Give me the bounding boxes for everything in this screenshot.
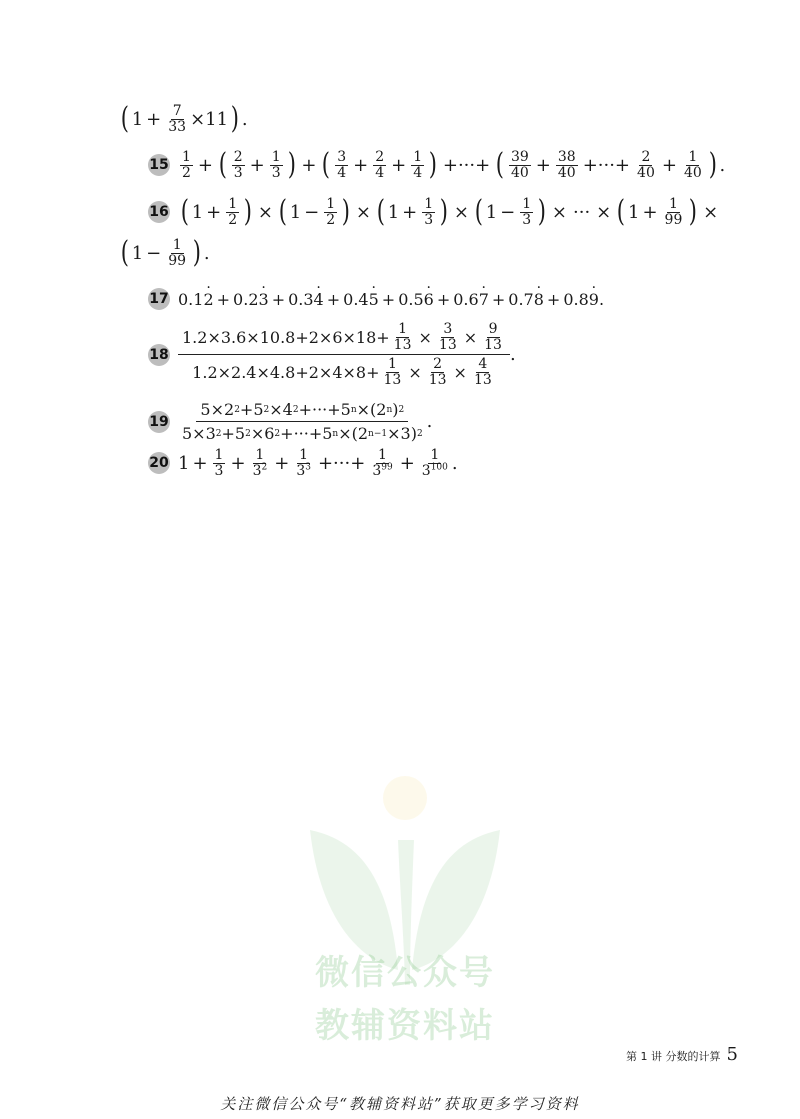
math-operator: + bbox=[436, 289, 451, 309]
numerator: 4 bbox=[478, 356, 488, 373]
denominator: 3 bbox=[424, 211, 434, 228]
compound-fraction bbox=[178, 322, 510, 388]
denominator: 40 bbox=[683, 164, 702, 181]
repeating-digit: · 7 bbox=[479, 290, 489, 309]
numerator: 2 bbox=[641, 149, 651, 165]
math-operator: + bbox=[391, 154, 407, 176]
fraction bbox=[635, 150, 657, 180]
denominator: 4 bbox=[413, 164, 423, 181]
math-text: 1.2×3.6×10.8+2×6×18+ bbox=[182, 327, 390, 347]
repeating-digit: · 8 bbox=[534, 290, 544, 309]
numerator: 7 bbox=[172, 103, 182, 119]
math-text: 5×2 bbox=[200, 400, 235, 419]
math-operator: + bbox=[326, 289, 341, 309]
denominator: 99 bbox=[168, 252, 187, 269]
paren: ( bbox=[322, 147, 331, 183]
math-operator: × bbox=[355, 201, 371, 223]
problem-number-badge: 16 bbox=[148, 201, 170, 223]
denominator: 40 bbox=[510, 164, 529, 181]
math-text: 1 bbox=[178, 452, 190, 474]
math-operator: + bbox=[399, 452, 415, 474]
denominator: 40 bbox=[557, 164, 576, 181]
paren: ) bbox=[341, 194, 351, 230]
math-operator: + bbox=[353, 154, 369, 176]
fraction bbox=[420, 448, 450, 478]
numerator: 39 bbox=[510, 149, 529, 165]
numerator: 3 bbox=[443, 321, 453, 337]
math-operator: + bbox=[535, 154, 551, 176]
paren: ( bbox=[278, 194, 287, 230]
paren: ( bbox=[120, 235, 129, 271]
math-operator: + bbox=[661, 154, 677, 176]
numerator: 1 bbox=[522, 196, 532, 212]
numerator: 1 bbox=[413, 149, 423, 165]
fraction bbox=[294, 448, 313, 478]
exponent: 99 bbox=[381, 462, 393, 473]
repeating-digit: · 2 bbox=[203, 290, 213, 309]
paren: ) bbox=[243, 194, 253, 230]
denominator: 13 bbox=[428, 372, 447, 389]
math-text: . bbox=[509, 344, 516, 366]
paren: ) bbox=[287, 147, 296, 183]
paren: ( bbox=[617, 194, 626, 230]
math-text: ×6 bbox=[250, 424, 275, 443]
decimal-part: 0.5 bbox=[398, 289, 424, 309]
paren: ( bbox=[120, 101, 129, 137]
paren: ) bbox=[439, 194, 449, 230]
math-operator: + bbox=[381, 289, 396, 309]
denominator: 13 bbox=[484, 336, 502, 353]
base: 3 bbox=[296, 462, 306, 479]
decimal-part: 0.8 bbox=[563, 289, 589, 309]
fraction bbox=[270, 150, 283, 180]
math-text: +5 bbox=[221, 424, 246, 443]
chapter-label: 第 1 讲 分数的计算 bbox=[626, 1050, 721, 1063]
math-operator: + bbox=[206, 201, 222, 223]
compound-numerator bbox=[178, 322, 510, 355]
decimal-part: 0.4 bbox=[343, 289, 369, 309]
math-operator: + bbox=[249, 154, 265, 176]
fraction bbox=[373, 150, 386, 180]
denominator: 13 bbox=[393, 336, 412, 353]
math-operator: + bbox=[642, 201, 658, 223]
math-text: +···+5 bbox=[280, 424, 333, 443]
math-operator: + bbox=[230, 452, 246, 474]
numerator: 1 bbox=[172, 237, 182, 253]
math-text: . bbox=[203, 242, 210, 264]
denominator: 2 bbox=[228, 211, 238, 228]
math-operator: − bbox=[304, 201, 320, 223]
denominator: 2 bbox=[326, 211, 336, 228]
math-text: 1 bbox=[387, 201, 400, 223]
decimal-part: 0.6 bbox=[453, 289, 479, 309]
math-operator: ··· bbox=[573, 201, 591, 223]
fraction bbox=[556, 150, 578, 180]
numerator: 1 bbox=[255, 447, 265, 463]
problem-number-badge: 18 bbox=[148, 344, 170, 366]
paren: ) bbox=[230, 101, 240, 137]
denominator bbox=[420, 464, 450, 479]
fraction bbox=[392, 322, 414, 352]
fraction bbox=[422, 197, 435, 227]
denominator bbox=[251, 464, 270, 479]
math-operator: × bbox=[463, 327, 478, 347]
problem-16-continuation bbox=[118, 235, 210, 271]
math-operator: + bbox=[301, 154, 317, 176]
fraction bbox=[482, 322, 504, 352]
continuation-line bbox=[118, 101, 248, 137]
numerator: 1 bbox=[271, 149, 281, 165]
numerator: 1 bbox=[668, 196, 678, 212]
paren: ) bbox=[689, 194, 698, 230]
paren: ( bbox=[474, 194, 483, 230]
math-text: 5×3 bbox=[182, 424, 216, 443]
problem-number-badge: 15 bbox=[148, 154, 170, 176]
fraction bbox=[180, 150, 193, 180]
math-text: +···+5 bbox=[298, 400, 351, 419]
math-operator: +···+ bbox=[582, 154, 631, 176]
base: 3 bbox=[252, 462, 262, 479]
paren: ) bbox=[192, 235, 202, 271]
fraction bbox=[663, 197, 685, 227]
numerator: 3 bbox=[337, 149, 347, 165]
denominator bbox=[294, 464, 313, 479]
math-text: ×3) bbox=[387, 424, 417, 443]
fraction bbox=[509, 150, 531, 180]
fraction bbox=[437, 322, 459, 352]
paren: ( bbox=[180, 194, 189, 230]
compound-denominator bbox=[188, 355, 500, 387]
math-text: 1 bbox=[191, 201, 204, 223]
numerator: 2 bbox=[233, 149, 243, 165]
watermark-text: 微信公众号 bbox=[315, 953, 495, 993]
math-operator: × bbox=[453, 201, 469, 223]
numerator: 1 bbox=[378, 447, 387, 463]
math-operator: + bbox=[271, 289, 286, 309]
fraction bbox=[520, 197, 533, 227]
page-number: 5 bbox=[726, 1044, 738, 1065]
math-operator: + bbox=[274, 452, 290, 474]
numerator: 1 bbox=[182, 149, 191, 165]
denominator: 99 bbox=[664, 211, 683, 228]
denominator bbox=[370, 464, 394, 479]
paren: ) bbox=[708, 147, 717, 183]
numerator: 1 bbox=[299, 447, 309, 463]
fraction bbox=[370, 448, 394, 478]
exponent: 3 bbox=[305, 462, 311, 473]
numerator: 1 bbox=[228, 196, 238, 212]
fraction bbox=[381, 357, 403, 387]
math-operator: − bbox=[146, 242, 162, 264]
repeating-digit: · 9 bbox=[589, 290, 599, 309]
math-operator: + bbox=[197, 154, 214, 176]
math-text: . bbox=[451, 452, 458, 474]
decimal-part: 0.7 bbox=[508, 289, 534, 309]
base: 3 bbox=[421, 462, 431, 479]
math-operator: − bbox=[500, 201, 516, 223]
base: 3 bbox=[372, 462, 382, 479]
repeating-digit: · 5 bbox=[369, 290, 379, 309]
denominator: 13 bbox=[383, 372, 402, 389]
fraction bbox=[213, 448, 226, 478]
fraction bbox=[411, 150, 424, 180]
page-footer bbox=[626, 1044, 738, 1065]
fraction bbox=[427, 357, 449, 387]
numerator: 1 bbox=[398, 321, 408, 337]
numerator: 2 bbox=[375, 149, 385, 165]
numerator: 1 bbox=[424, 196, 434, 212]
numerator: 1 bbox=[214, 447, 224, 463]
decimal-part: 0.3 bbox=[288, 289, 314, 309]
denominator: 13 bbox=[438, 336, 457, 353]
math-operator: + bbox=[146, 108, 162, 130]
denominator: 3 bbox=[271, 164, 281, 181]
math-text: . bbox=[241, 108, 248, 130]
math-operator: +···+ bbox=[442, 154, 491, 176]
denominator: 2 bbox=[182, 164, 191, 181]
numerator: 1 bbox=[688, 149, 698, 165]
math-operator: + bbox=[491, 289, 506, 309]
denominator: 40 bbox=[637, 164, 655, 181]
repeating-digit: · 4 bbox=[314, 290, 324, 309]
fraction bbox=[682, 150, 704, 180]
math-text: ×4 bbox=[269, 400, 293, 419]
fraction bbox=[472, 357, 494, 387]
denominator: 3 bbox=[233, 164, 243, 181]
problem-17 bbox=[148, 288, 604, 310]
math-text: ×11 bbox=[190, 108, 229, 130]
compound-numerator: 5×2 2 +5 2 ×4 2 +···+5 n ×(2 n ) 2 bbox=[196, 400, 408, 422]
math-text: ) bbox=[392, 400, 399, 419]
compound-denominator: 5×3 2 +5 2 ×6 2 +···+5 n ×(2 n−1 ×3) 2 bbox=[182, 424, 423, 443]
math-operator: × bbox=[453, 363, 467, 383]
fraction bbox=[232, 150, 245, 180]
problem-20 bbox=[148, 448, 458, 478]
numerator: 1 bbox=[326, 196, 336, 212]
math-operator: × bbox=[551, 201, 567, 223]
problem-16 bbox=[148, 194, 721, 230]
math-text: 1 bbox=[627, 201, 640, 223]
watermark-text: 教辅资料站 bbox=[315, 1006, 495, 1046]
denominator: 33 bbox=[168, 118, 187, 135]
math-operator: + bbox=[216, 289, 231, 309]
numerator: 2 bbox=[433, 356, 443, 373]
math-text: . bbox=[426, 411, 433, 432]
denominator: 3 bbox=[214, 462, 224, 479]
fraction bbox=[226, 197, 239, 227]
paren: ) bbox=[537, 194, 547, 230]
decimal-part: 0.2 bbox=[233, 289, 259, 309]
math-text: ×(2 bbox=[356, 400, 387, 419]
problem-18 bbox=[148, 322, 516, 388]
problem-number-badge: 17 bbox=[148, 288, 170, 310]
denominator: 4 bbox=[375, 164, 385, 181]
paren: ( bbox=[376, 194, 385, 230]
math-operator: + bbox=[192, 452, 208, 474]
decimal-part: 0.1 bbox=[178, 289, 204, 309]
fraction bbox=[335, 150, 348, 180]
fraction bbox=[166, 104, 188, 134]
compound-fraction bbox=[178, 400, 427, 443]
fraction bbox=[166, 238, 188, 268]
problem-number-badge: 19 bbox=[148, 411, 170, 433]
denominator: 3 bbox=[522, 211, 532, 228]
math-operator: + bbox=[546, 289, 561, 309]
math-operator: × bbox=[596, 201, 612, 223]
repeating-digit: · 6 bbox=[424, 290, 434, 309]
paren: ) bbox=[428, 147, 438, 183]
math-text: +5 bbox=[239, 400, 264, 419]
problem-number-badge: 20 bbox=[148, 452, 170, 474]
paren: ( bbox=[218, 147, 227, 183]
fraction bbox=[324, 197, 337, 227]
fraction bbox=[251, 448, 270, 478]
math-operator: +···+ bbox=[317, 452, 366, 474]
math-text: . bbox=[719, 154, 726, 176]
math-text: 1.2×2.4×4.8+2×4×8+ bbox=[192, 363, 380, 383]
math-text: 1 bbox=[289, 201, 302, 223]
promo-note: 关注微信公众号“教辅资料站”获取更多学习资料 bbox=[220, 1095, 580, 1113]
math-text: 1 bbox=[485, 201, 498, 223]
problem-15 bbox=[148, 147, 726, 183]
math-text: 1 bbox=[131, 242, 144, 264]
exponent: 100 bbox=[430, 462, 448, 473]
math-operator: × bbox=[703, 201, 719, 223]
math-operator: × bbox=[257, 201, 273, 223]
math-text: ×(2 bbox=[338, 424, 369, 443]
paren: ( bbox=[495, 147, 505, 183]
math-operator: + bbox=[402, 201, 418, 223]
math-operator: × bbox=[408, 363, 422, 383]
math-text: . bbox=[598, 289, 605, 309]
math-text: 1 bbox=[131, 108, 144, 130]
numerator: 1 bbox=[430, 447, 440, 463]
numerator: 1 bbox=[387, 356, 397, 373]
numerator: 38 bbox=[557, 149, 576, 165]
repeating-digit: · 3 bbox=[259, 290, 269, 309]
problem-19 bbox=[148, 400, 432, 443]
denominator: 4 bbox=[337, 164, 347, 181]
exponent: 2 bbox=[261, 462, 268, 473]
numerator: 9 bbox=[488, 321, 498, 337]
denominator: 13 bbox=[473, 372, 492, 389]
math-operator: × bbox=[418, 327, 432, 347]
